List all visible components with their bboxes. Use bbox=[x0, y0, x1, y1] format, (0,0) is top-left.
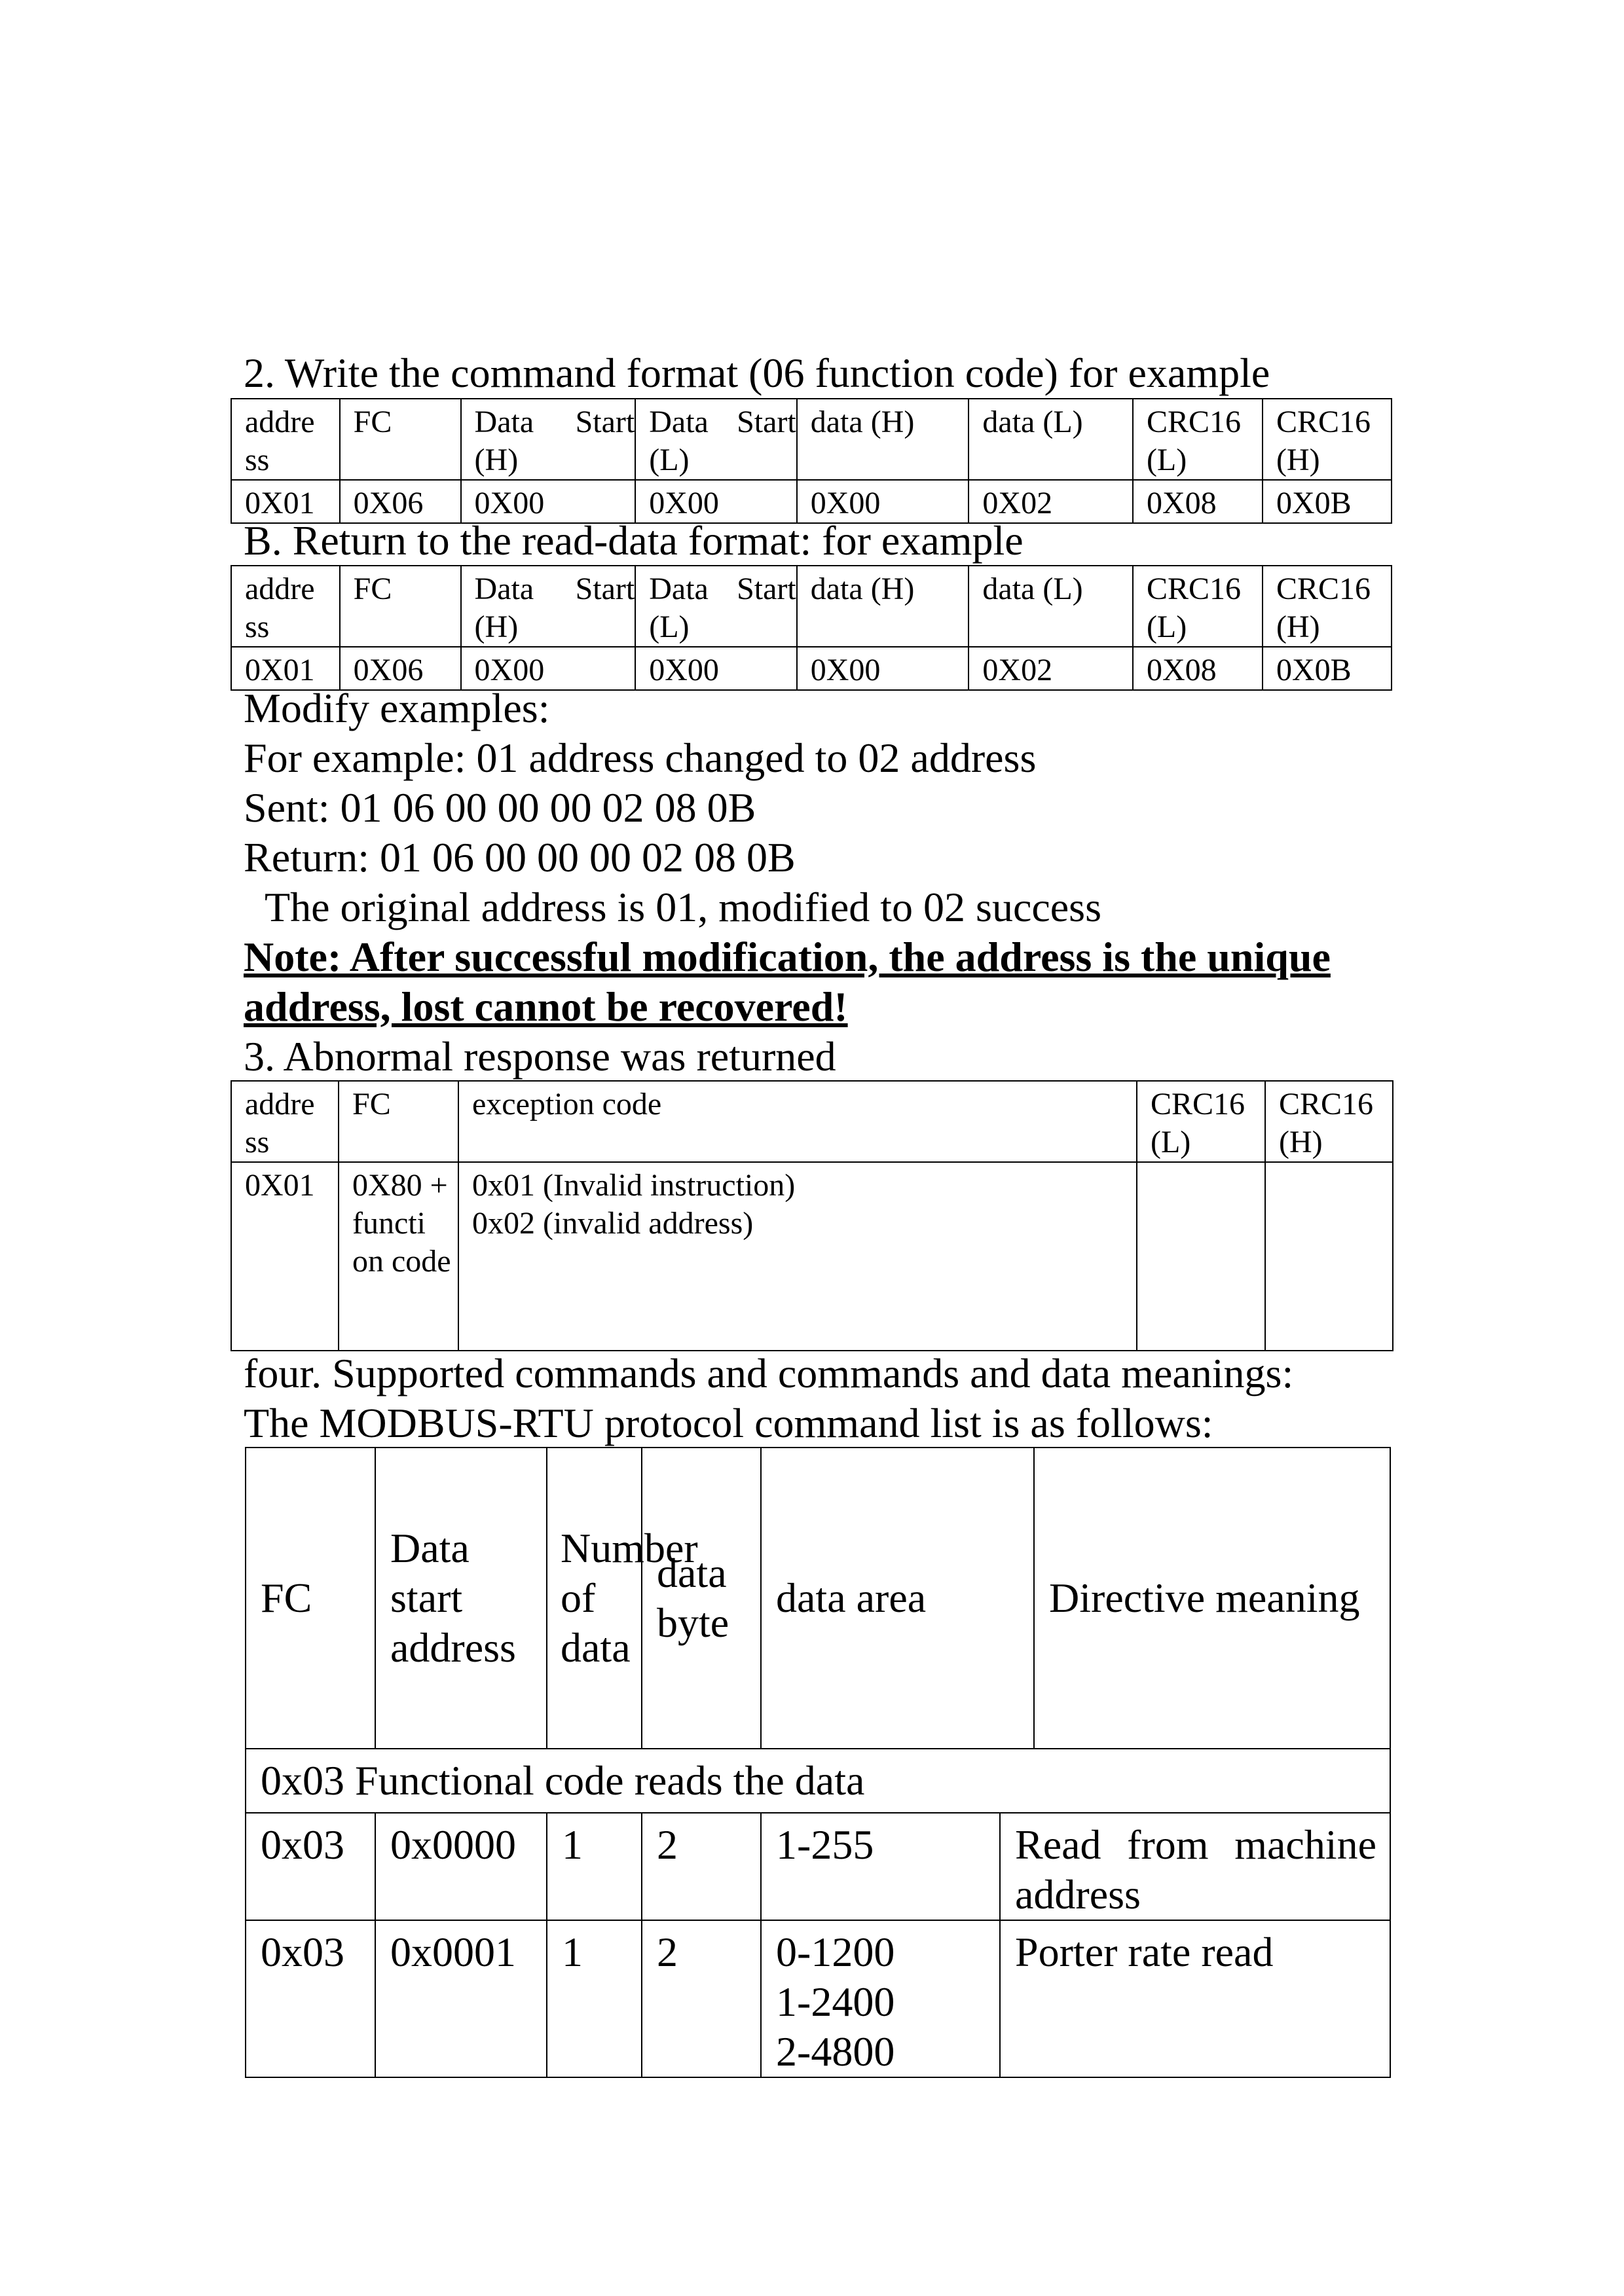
command-list-table bbox=[245, 1447, 1391, 2078]
header-cell: Data Start (H) bbox=[461, 566, 636, 647]
header-cell: data (L) bbox=[969, 566, 1133, 647]
header-fc: FC bbox=[246, 1448, 375, 1749]
table-cell: 0X00 bbox=[461, 480, 636, 523]
header-cell: Data Start (L) bbox=[635, 399, 797, 480]
header-cell: addre ss bbox=[231, 566, 340, 647]
header-cell: data (H) bbox=[797, 399, 969, 480]
table-cell: 1 bbox=[547, 1813, 642, 1920]
header-cell: CRC16 (L) bbox=[1137, 1081, 1265, 1162]
header-cell: CRC16 (H) bbox=[1263, 399, 1392, 480]
header-cell: FC bbox=[340, 566, 461, 647]
table-cell: 2 bbox=[642, 1813, 761, 1920]
table-header-row bbox=[231, 399, 1392, 480]
header-cell: addre ss bbox=[231, 399, 340, 480]
write-command-table bbox=[231, 398, 1392, 524]
abnormal-response-table bbox=[231, 1080, 1393, 1351]
table-cell: 0X00 bbox=[797, 480, 969, 523]
table-cell: 0X01 bbox=[231, 1162, 339, 1351]
table-cell: 0-1200 1-2400 2-4800 bbox=[761, 1920, 1000, 2077]
header-data-byte: data byte bbox=[642, 1448, 761, 1749]
return-line: Return: 01 06 00 00 00 02 08 0B bbox=[244, 834, 796, 881]
header-cell: exception code bbox=[458, 1081, 1137, 1162]
section-3-heading: 3. Abnormal response was returned bbox=[244, 1033, 836, 1080]
header-data-area: data area bbox=[761, 1448, 1034, 1749]
table-cell: Porter rate read bbox=[1000, 1920, 1390, 2077]
table-cell: 0X02 bbox=[969, 480, 1133, 523]
table-cell: 0X00 bbox=[635, 480, 797, 523]
group-title-row bbox=[246, 1749, 1390, 1813]
header-cell: CRC16 (L) bbox=[1133, 566, 1263, 647]
header-cell: addre ss bbox=[231, 1081, 339, 1162]
table-cell bbox=[458, 1162, 1137, 1351]
table-cell: 1-255 bbox=[761, 1813, 1000, 1920]
header-cell: Data Start (L) bbox=[635, 566, 797, 647]
group-title: 0x03 Functional code reads the data bbox=[246, 1749, 1390, 1813]
table-cell: 0X0B bbox=[1263, 480, 1392, 523]
table-cell: 0X00 bbox=[635, 647, 797, 690]
header-cell: data (H) bbox=[797, 566, 969, 647]
section-2-heading: 2. Write the command format (06 function code) for example bbox=[244, 350, 1270, 396]
table-cell bbox=[1265, 1162, 1393, 1351]
sent-line: Sent: 01 06 00 00 00 02 08 0B bbox=[244, 784, 756, 831]
section-4-heading: four. Supported commands and commands and data meanings: bbox=[244, 1350, 1294, 1396]
table-cell: 0X00 bbox=[461, 647, 636, 690]
table-cell: 0X80 + functi on code bbox=[339, 1162, 458, 1351]
note-line-1: Note: After successful modification, the address is the unique bbox=[244, 934, 1331, 980]
table-cell: 0x03 bbox=[246, 1813, 375, 1920]
table-header-row bbox=[231, 1081, 1393, 1162]
table-cell: 0X00 bbox=[797, 647, 969, 690]
table-cell: 0x0000 bbox=[375, 1813, 547, 1920]
table-cell: 0X01 bbox=[231, 480, 340, 523]
header-cell: Data Start (H) bbox=[461, 399, 636, 480]
header-cell: CRC16 (H) bbox=[1263, 566, 1392, 647]
header-number-of-data: Number of data bbox=[547, 1448, 642, 1749]
table-cell: 0X08 bbox=[1133, 480, 1263, 523]
header-cell: FC bbox=[340, 399, 461, 480]
table-cell bbox=[1137, 1162, 1265, 1351]
table-cell: 0X08 bbox=[1133, 647, 1263, 690]
table-cell: 0X01 bbox=[231, 647, 340, 690]
modify-example: For example: 01 address changed to 02 address bbox=[244, 735, 1037, 781]
table-cell: 2 bbox=[642, 1920, 761, 2077]
exception-code-2: 0x02 (invalid address) bbox=[472, 1206, 754, 1241]
table-row bbox=[246, 1813, 1390, 1920]
table-row bbox=[231, 1162, 1393, 1351]
header-cell: FC bbox=[339, 1081, 458, 1162]
table-cell: 0X06 bbox=[340, 480, 461, 523]
return-read-table bbox=[231, 565, 1392, 691]
header-cell: CRC16 (L) bbox=[1133, 399, 1263, 480]
modify-heading: Modify examples: bbox=[244, 685, 550, 731]
exception-code-1: 0x01 (Invalid instruction) bbox=[472, 1168, 796, 1203]
note-line-2: address, lost cannot be recovered! bbox=[244, 983, 848, 1030]
table-header-row bbox=[231, 566, 1392, 647]
section-b-heading: B. Return to the read-data format: for example bbox=[244, 517, 1024, 564]
table-cell: 1 bbox=[547, 1920, 642, 2077]
table-cell: 0X0B bbox=[1263, 647, 1392, 690]
table-row bbox=[246, 1920, 1390, 2077]
result-line: The original address is 01, modified to 02 success bbox=[265, 884, 1101, 930]
table-cell: 0X06 bbox=[340, 647, 461, 690]
header-cell: data (L) bbox=[969, 399, 1133, 480]
header-directive-meaning: Directive meaning bbox=[1034, 1448, 1390, 1749]
table-cell: 0X02 bbox=[969, 647, 1133, 690]
table-cell: 0x0001 bbox=[375, 1920, 547, 2077]
table-cell: Read from machine address bbox=[1000, 1813, 1390, 1920]
command-list-intro: The MODBUS-RTU protocol command list is as follows: bbox=[244, 1400, 1213, 1446]
header-cell: CRC16 (H) bbox=[1265, 1081, 1393, 1162]
table-cell: 0x03 bbox=[246, 1920, 375, 2077]
header-start-address: Data start address bbox=[375, 1448, 547, 1749]
table-header-row bbox=[246, 1448, 1390, 1749]
